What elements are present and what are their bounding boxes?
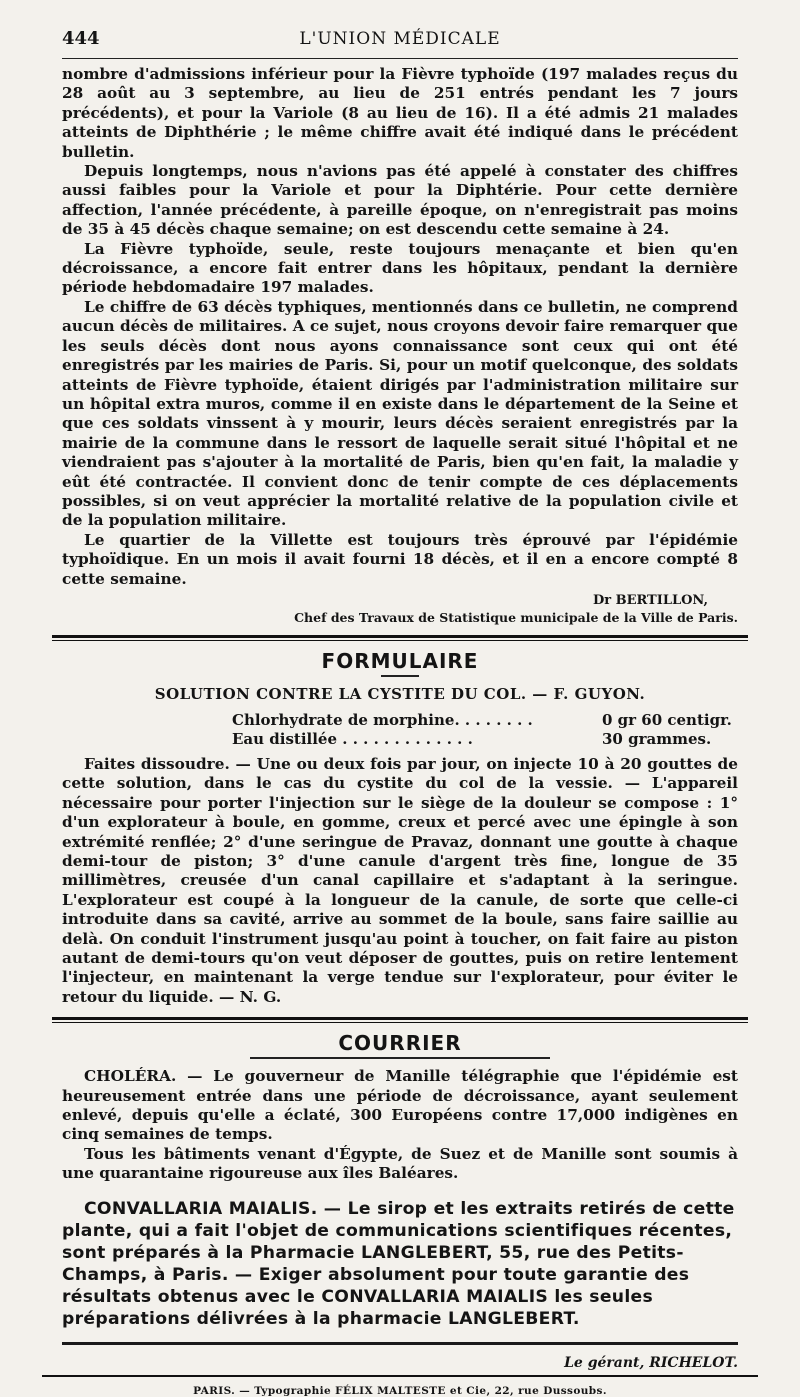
recipe-list	[232, 711, 752, 749]
ingredient-quantity: 30 grammes.	[602, 729, 712, 748]
formulaire-title: FORMULAIRE	[321, 648, 479, 673]
formulaire-subtitle: SOLUTION CONTRE LA CYSTITE DU COL. — F. GUYON.	[154, 684, 646, 703]
bottom-rule	[62, 1342, 738, 1345]
signature-title: Chef des Travaux de Statistique municipale de la Ville de Paris.	[294, 609, 738, 625]
report-paragraph: Le quartier de la Villette est toujours très éprouvé par l'épidémie typhoïdique. En un mois il avait fourni 18 décès, et il en a encore compté 8 cette semaine.	[62, 530, 738, 588]
signature-name: Dr BERTILLON,	[592, 592, 708, 608]
footer-rule	[42, 1375, 758, 1377]
section-divider	[52, 1017, 748, 1023]
ingredient-name: Chlorhydrate de morphine. . . . . . . .	[232, 710, 533, 729]
courrier-paragraph: Tous les bâtiments venant d'Égypte, de Suez et de Manille sont soumis à une quarantaine rigoureuse aux îles Baléares.	[62, 1144, 738, 1183]
courrier-paragraph: CHOLÉRA. — Le gouverneur de Manille télégraphie que l'épidémie est heureusement entrée dans une période de décroissance, ayant seulement enlevé, depuis qu'elle a éclaté, 300 Européens contre 17,000 indigènes en cinq semaines de temps.	[62, 1067, 738, 1144]
advertisement-text: CONVALLARIA MAIALIS. — Le sirop et les extraits retirés de cette plante, qui a fait l'objet de communications scientifiques récentes, sont préparés à la Pharmacie LANGLEBERT, 55, rue des Petits-Champs, à Paris. — Exiger absolument pour toute garantie des résultats obtenus avec le CONVALLARIA MAIALIS les seules préparations délivrées à la pharmacie LANGLEBERT.	[62, 1198, 735, 1329]
page-header	[62, 28, 738, 58]
report-paragraph: nombre d'admissions inférieur pour la Fièvre typhoïde (197 malades reçus du 28 août au 3 septembre, au lieu de 251 entrés pendant les 7 jours précédents), et pour la Variole (8 au lieu de 16). Il a été admis 21 malades atteints de Diphthérie ; le même chiffre avait été indiqué dans le précédent bulletin.	[62, 65, 738, 161]
ingredient-name: Eau distillée . . . . . . . . . . . . .	[232, 729, 473, 748]
section-divider	[52, 635, 748, 641]
recipe-row	[232, 711, 752, 730]
formulaire-section	[62, 649, 738, 1007]
courrier-section	[62, 1031, 738, 1183]
recipe-row	[232, 730, 752, 749]
page-number: 444	[62, 28, 100, 49]
report-paragraph: Le chiffre de 63 décès typhiques, mentionnés dans ce bulletin, ne comprend aucun décès de militaires. A ce sujet, nous croyons devoir faire remarquer que les seuls décès dont nous ayons connaissance sont ceux qui ont été enregistrés par les mairies de Paris. Si, pour un motif quelconque, des soldats atteints de Fièvre typhoïde, étaient dirigés par l'administration militaire sur un hôpital extra muros, comme il en existe dans le département de la Seine et que ces soldats vinssent à y mourir, leurs décès seraient enregistrés par la mairie de la commune dans le ressort de laquelle serait situé l'hôpital et ne viendraient pas s'ajouter à la mortalité de Paris, bien qu'en fait, la maladie y eût été contractée. Il convient donc de tenir compte de ces déplacements possibles, si on veut apprécier la mortalité relative de la population civile et de la population militaire.	[62, 297, 738, 530]
ingredient-quantity: 0 gr 60 centigr.	[602, 710, 732, 729]
header-rule	[62, 58, 738, 59]
courrier-title: COURRIER	[338, 1031, 462, 1056]
title-rule	[381, 675, 419, 677]
report-paragraph: Depuis longtemps, nous n'avions pas été appelé à constater des chiffres aussi faibles pour la Variole et pour la Diphtérie. Pour cette dernière affection, l'année précédente, à pareille époque, on n'enregistrait pas moins de 35 à 45 décès chaque semaine; on est descendu cette semaine à 24.	[62, 162, 738, 239]
report-paragraph: La Fièvre typhoïde, seule, reste toujours menaçante et bien qu'en décroissance, a encore fait entrer dans les hôpitaux, pendant la dernière période hebdomadaire 197 malades.	[62, 239, 738, 297]
formulaire-text: Faites dissoudre. — Une ou deux fois par jour, on injecte 10 à 20 gouttes de cette solution, dans le cas du cystite du col de la vessie. — L'appareil nécessaire pour porter l'injection sur le siège de la douleur se compose : 1° d'un explorateur à boule, en gomme, creux et percé avec une épingle à son extrémité renflée; 2° d'une seringue de Pravaz, donnant une goutte à chaque demi-tour de piston; 3° d'une canule d'argent très fine, longue de 35 millimètres, creusée d'un canal capillaire et s'adaptant à la seringue. L'explorateur est coupé à la longueur de la canule, de sorte que celle-ci introduite dans sa cavité, arrive au sommet de la boule, sans faire saillie au delà. On conduit l'instrument jusqu'au point à toucher, on fait faire au piston autant de demi-tours qu'on veut déposer de gouttes, puis on retire lentement l'injecteur, en maintenant la verge tendue sur l'explorateur, pour éviter le retour du liquide. — N. G.	[62, 754, 738, 1006]
journal-title: L'UNION MÉDICALE	[299, 29, 501, 49]
title-rule	[250, 1057, 550, 1059]
printer-footer: PARIS. — Typographie FÉLIX MALTESTE et Cie, 22, rue Dussoubs.	[193, 1384, 607, 1397]
report-section	[62, 65, 738, 625]
gerant-line: Le gérant, RICHELOT.	[564, 1354, 738, 1371]
